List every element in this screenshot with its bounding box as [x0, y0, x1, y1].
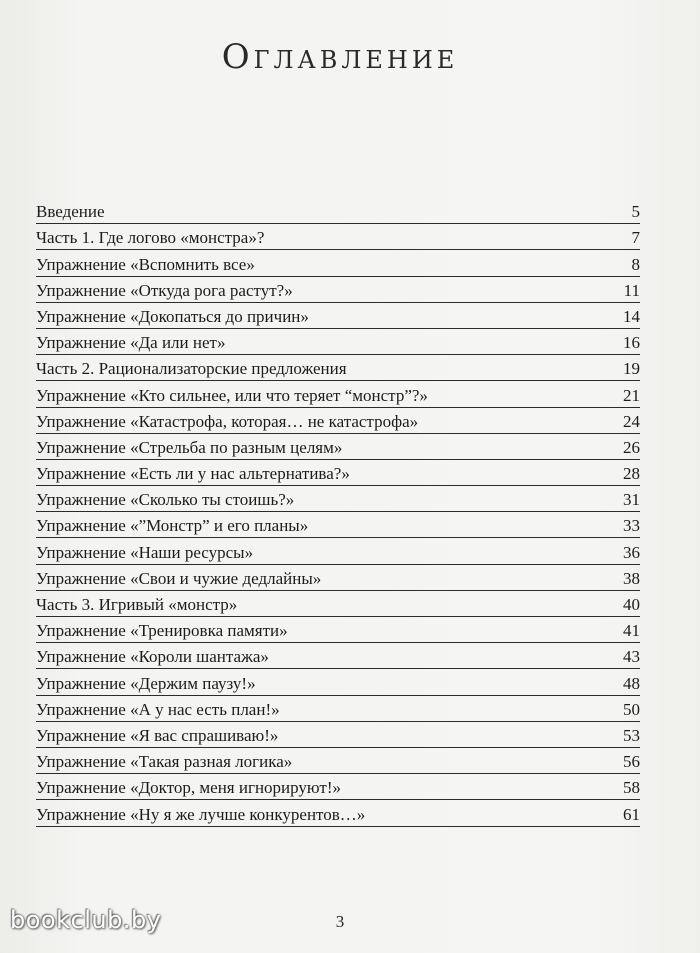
- toc-entry-page: 58: [623, 778, 640, 798]
- toc-entry: [36, 434, 640, 460]
- toc-entry-label: Упражнение «Есть ли у нас альтернатива?»: [36, 464, 350, 484]
- toc-entry: [36, 800, 640, 826]
- toc-entry: [36, 486, 640, 512]
- toc-entry-label: Упражнение «Катастрофа, которая… не катастрофа»: [36, 411, 419, 431]
- toc-entry: [36, 748, 640, 774]
- toc-entry: [36, 277, 640, 303]
- toc-entry-label: Введение: [36, 202, 105, 222]
- toc-entry: [36, 381, 640, 407]
- toc-entry-label: Упражнение «”Монстр” и его планы»: [36, 516, 309, 536]
- toc-entry-label: Упражнение «А у нас есть план!»: [36, 699, 280, 719]
- toc-entry-page: 36: [623, 542, 640, 562]
- toc-entry: [36, 722, 640, 748]
- toc-entry-label: Упражнение «Вспомнить все»: [36, 254, 255, 274]
- toc-entry-label: Упражнение «Доктор, меня игнорируют!»: [36, 778, 341, 798]
- toc-entry: [36, 303, 640, 329]
- toc-entry-label: Часть 3. Игривый «монстр»: [36, 595, 238, 614]
- toc-entry: [36, 250, 640, 276]
- toc-entry: [36, 774, 640, 800]
- toc-entry-page: 8: [631, 254, 640, 274]
- toc-entry-page: 41: [623, 621, 640, 641]
- toc-entry-label: Упражнение «Докопаться до причин»: [36, 306, 309, 326]
- toc-entry-page: 43: [623, 647, 640, 667]
- toc-entry-label: Часть 2. Рационализаторские предложения: [36, 359, 347, 379]
- toc-entry-label: Упражнение «Ну я же лучше конкурентов…»: [36, 804, 366, 824]
- toc-entry-page: 31: [623, 490, 640, 510]
- page-number: 3: [335, 912, 345, 931]
- toc-entry-page: 24: [623, 411, 640, 431]
- toc-entry-label: Упражнение «Сколько ты стоишь?»: [36, 490, 295, 510]
- toc-entry-label: Упражнение «Короли шантажа»: [36, 647, 269, 667]
- toc-entry: [36, 696, 640, 722]
- toc-entry: [36, 355, 640, 381]
- toc-entry-page: 56: [623, 752, 640, 772]
- toc-entry: [36, 329, 640, 355]
- toc-entry-label: Упражнение «Держим паузу!»: [36, 673, 256, 693]
- toc-entry-page: 38: [623, 568, 640, 588]
- toc-entry: [36, 408, 640, 434]
- toc-entry: [36, 643, 640, 669]
- page-title: Оглавление: [221, 36, 459, 77]
- toc-entry-page: 53: [623, 725, 640, 745]
- toc-entry-label: Упражнение «Тренировка памяти»: [36, 621, 288, 641]
- toc-entry-page: 5: [631, 202, 640, 222]
- toc-entry-label: Упражнение «Свои и чужие дедлайны»: [36, 568, 322, 588]
- toc-entry-label: Упражнение «Откуда рога растут?»: [36, 280, 293, 300]
- toc-entry-page: 33: [623, 516, 640, 536]
- toc-entry: [36, 224, 640, 250]
- toc-entry-page: 7: [631, 228, 640, 248]
- toc-entry: [36, 538, 640, 564]
- toc-entry-label: Упражнение «Я вас спрашиваю!»: [36, 725, 279, 745]
- toc-entry: [36, 198, 640, 224]
- toc-entry: [36, 669, 640, 695]
- toc-entry-page: 19: [623, 359, 640, 379]
- toc-entry: [36, 591, 640, 617]
- toc-entry: [36, 617, 640, 643]
- toc-entry-label: Упражнение «Да или нет»: [36, 333, 226, 353]
- toc-entry-page: 16: [623, 333, 640, 353]
- toc-entry-page: 21: [623, 385, 640, 405]
- toc-entry-label: Часть 1. Где логово «монстра»?: [36, 228, 265, 248]
- toc-entry-page: 14: [623, 306, 640, 326]
- toc-entry-page: 11: [623, 280, 640, 300]
- watermark-logo: bookclub.by: [10, 906, 162, 934]
- toc-entry-label: Упражнение «Наши ресурсы»: [36, 542, 254, 562]
- toc-entry: [36, 512, 640, 538]
- toc-entry-label: Упражнение «Такая разная логика»: [36, 752, 293, 772]
- toc-entry-page: 50: [623, 699, 640, 719]
- toc-entry-page: 28: [623, 464, 640, 484]
- toc-entry-page: 48: [623, 673, 640, 693]
- toc-entry-page: 40: [623, 595, 640, 614]
- toc-entry-page: 61: [623, 804, 640, 824]
- toc-entry: [36, 460, 640, 486]
- table-of-contents: [36, 198, 640, 827]
- toc-entry-label: Упражнение «Кто сильнее, или что теряет “монстр”?»: [36, 385, 428, 405]
- toc-entry-label: Упражнение «Стрельба по разным целям»: [36, 437, 343, 457]
- toc-entry: [36, 565, 640, 591]
- toc-entry-page: 26: [623, 437, 640, 457]
